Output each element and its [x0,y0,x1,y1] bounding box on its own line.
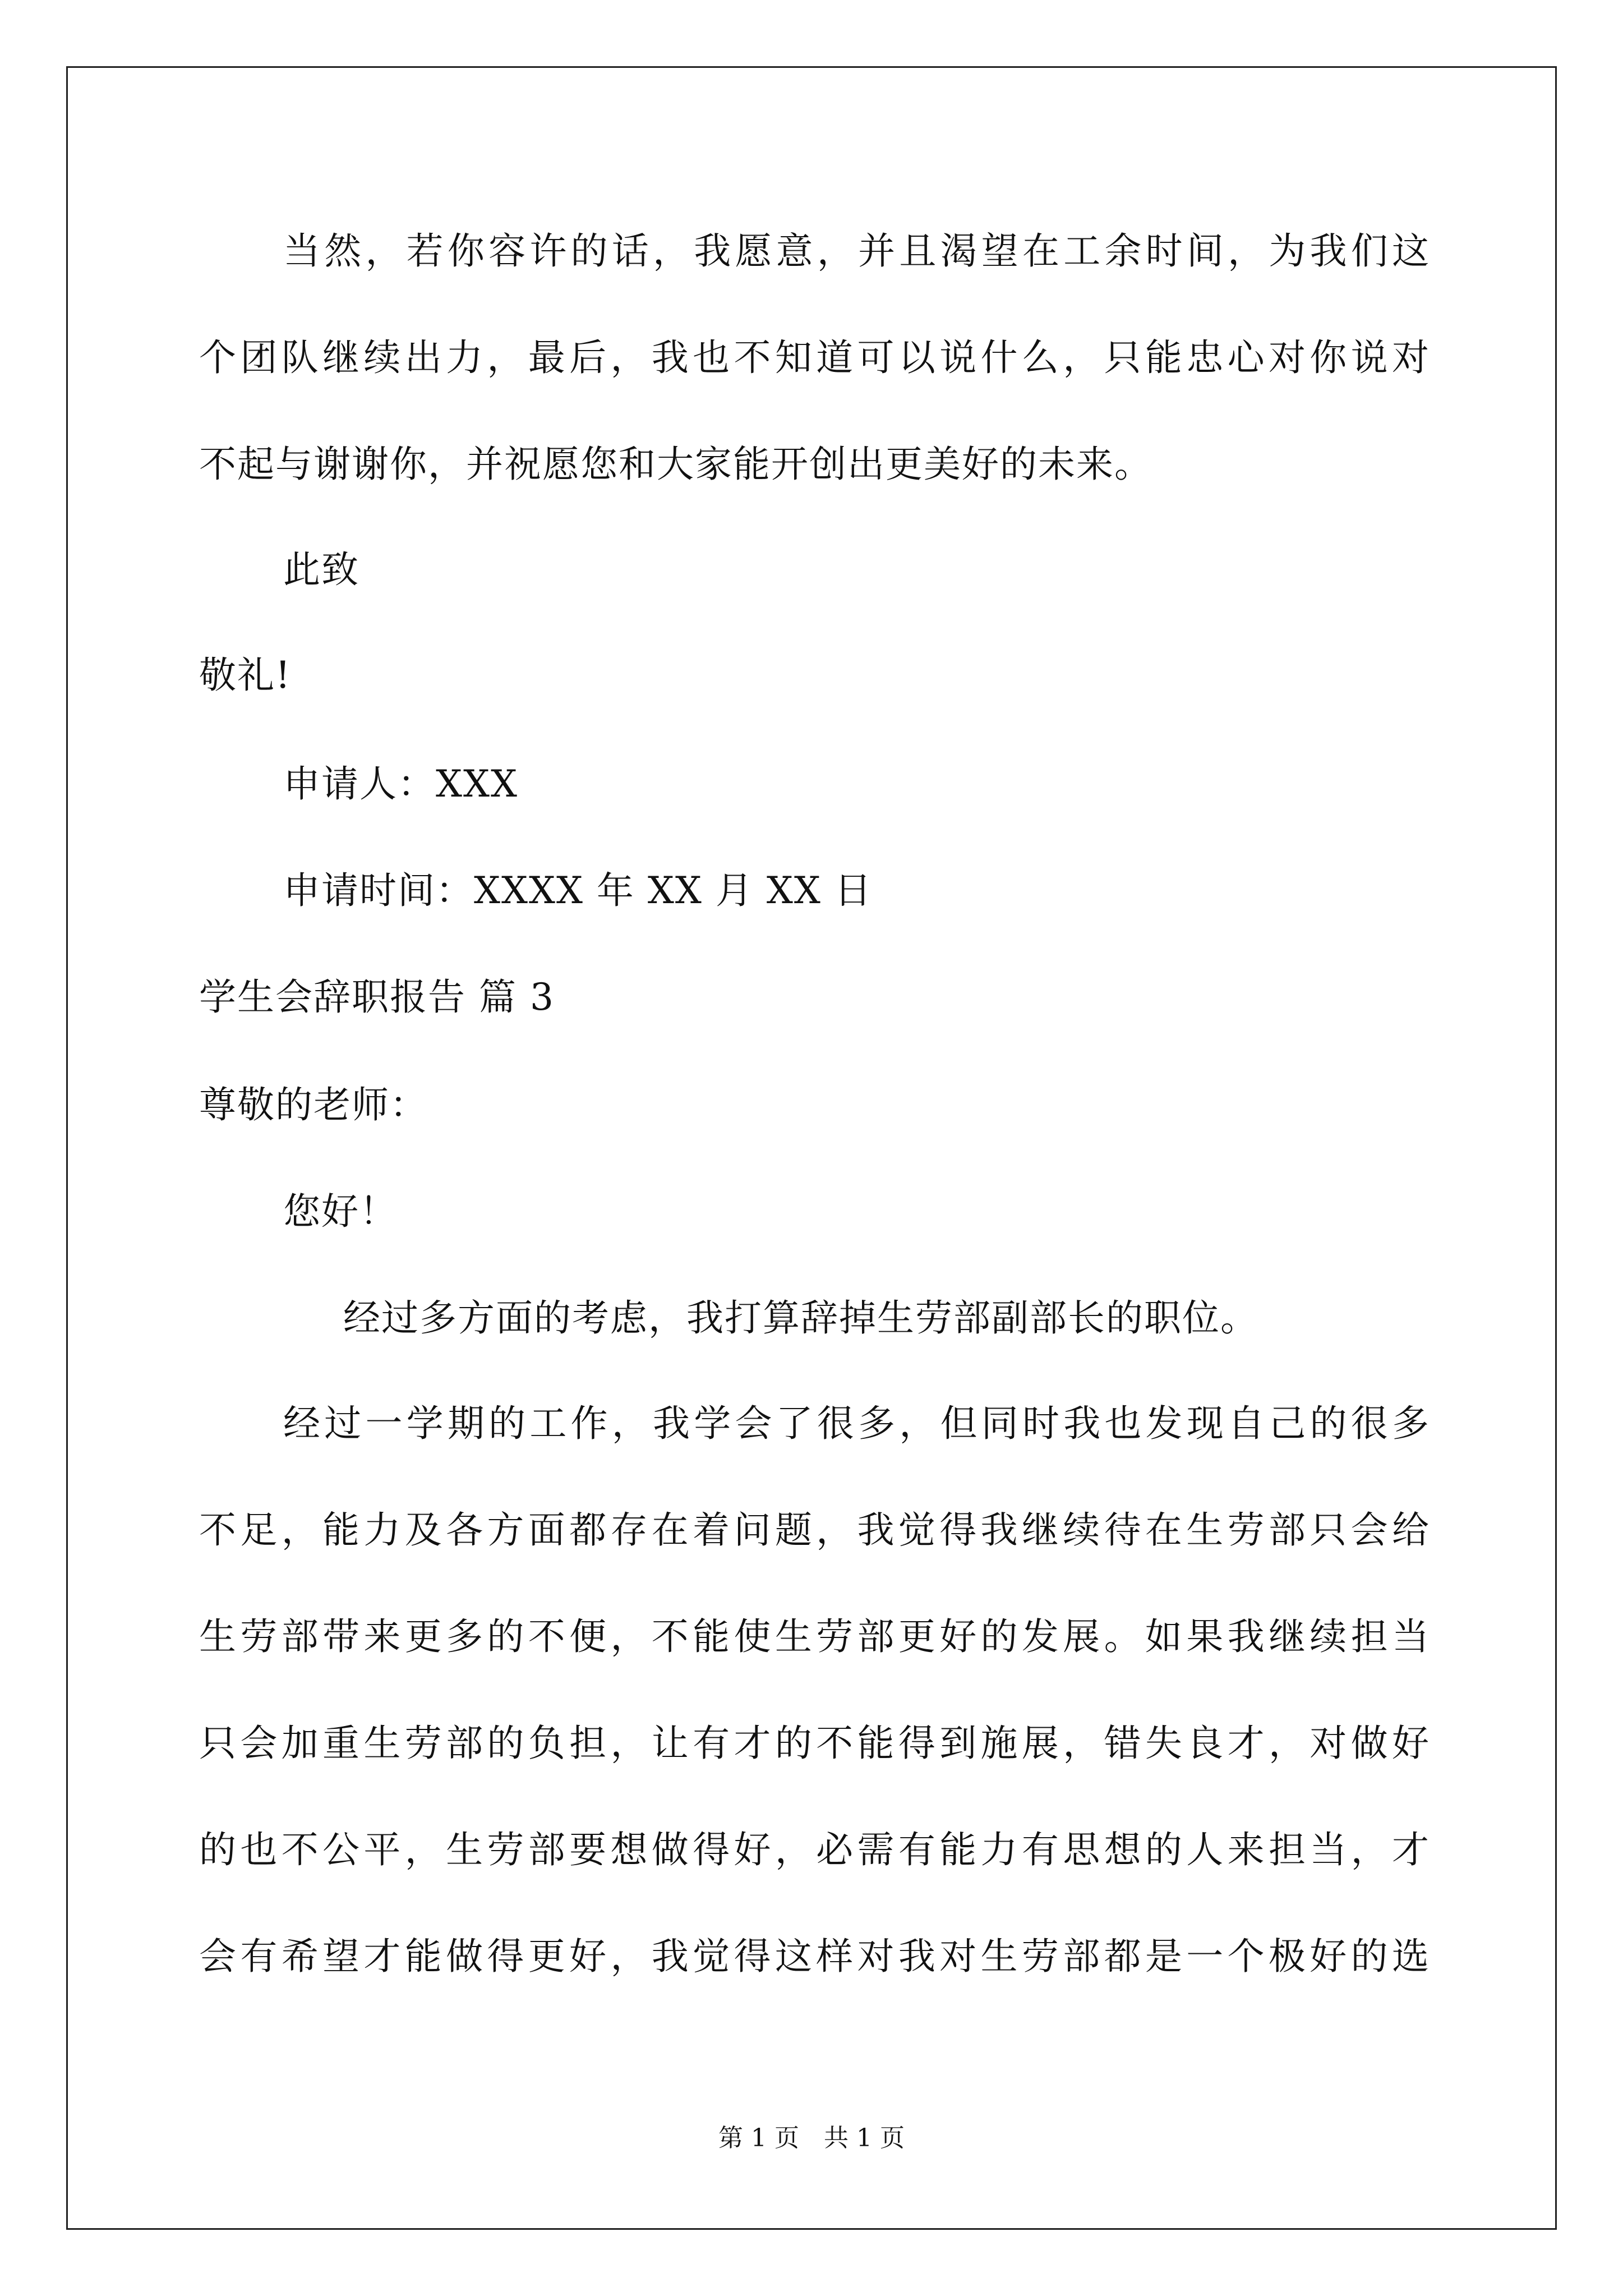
closing-jingli: 敬礼! [199,654,292,697]
paragraph-line: 不起与谢谢你，并祝愿您和大家能开创出更美好的未来。 [199,443,1152,486]
paragraph-line: 经过一学期的工作，我学会了很多，但同时我也发现自己的很多 [283,1402,1430,1445]
paragraph-line: 的也不公平，生劳部要想做得好，必需有能力有思想的人来担当，才 [199,1828,1430,1871]
paragraph-line: 只会加重生劳部的负担，让有才的不能得到施展，错失良才，对做好 [199,1722,1430,1765]
section-title: 学生会辞职报告 篇 3 [199,976,555,1019]
applicant-line: 申请人：XXX [283,762,518,806]
paragraph-line: 当然，若你容许的话，我愿意，并且渴望在工余时间，为我们这 [283,229,1430,273]
paragraph-line: 生劳部带来更多的不便，不能使生劳部更好的发展。如果我继续担当 [199,1615,1430,1658]
intro-line: 经过多方面的考虑，我打算辞掉生劳部副部长的职位。 [343,1296,1258,1340]
closing-cizhi: 此致 [283,548,359,591]
salutation: 尊敬的老师： [199,1083,428,1126]
paragraph-line: 个团队继续出力，最后，我也不知道可以说什么，只能忠心对你说对 [199,336,1430,379]
page-footer: 第 1 页 共 1 页 [718,2124,905,2152]
paragraph-line: 不足，能力及各方面都存在着问题，我觉得我继续待在生劳部只会给 [199,1508,1430,1552]
greeting: 您好！ [283,1190,398,1233]
date-line: 申请时间：XXXX 年 XX 月 XX 日 [283,869,873,912]
paragraph-line: 会有希望才能做得更好，我觉得这样对我对生劳部都是一个极好的选 [199,1935,1430,1978]
page-border [66,66,1557,2230]
